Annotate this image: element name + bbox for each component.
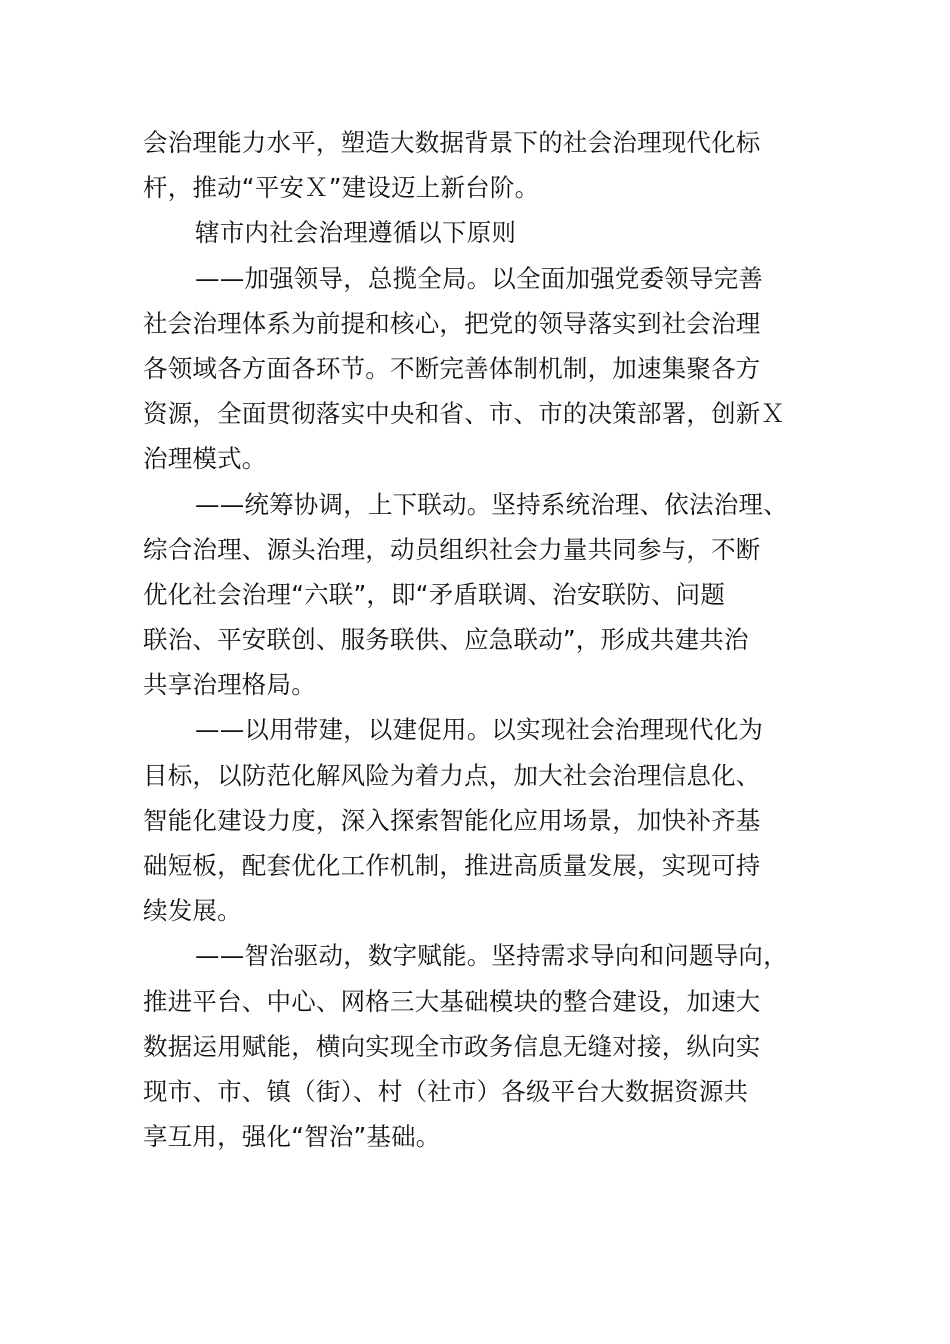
text-line: 础短板，配套优化工作机制，推进高质量发展，实现可持 [143, 851, 761, 880]
text-line: 治理模式。 [143, 444, 267, 474]
principle-1-first-line: ——加强领导，总揽全局。以全面加强党委领导完善 [195, 263, 764, 293]
text-line: 享互用，强化“智治”基础。 [143, 1122, 441, 1152]
principle-4-first-line: ——智治驱动，数字赋能。坚持需求导向和问题导向， [195, 941, 788, 971]
text-line: 各领域各方面各环节。不断完善体制机制，加速集聚各方 [143, 353, 761, 383]
text-line: 现市、市、镇（街）、村（社市）各级平台大数据资源共 [143, 1076, 749, 1106]
text-line: 杆，推动“平安Ｘ”建设迈上新台阶。 [143, 173, 540, 203]
text-line: 资源，全面贯彻落实中央和省、市、市的决策部署，创新Ｘ [143, 399, 786, 429]
text-line: 联治、平安联创、服务联供、应急联动”，形成共建共治 [143, 625, 749, 655]
principle-2-first-line: ——统筹协调，上下联动。坚持系统治理、依法治理、 [195, 489, 788, 519]
text-line: 会治理能力水平，塑造大数据背景下的社会治理现代化标 [143, 128, 761, 157]
paragraph-heading-line: 辖市内社会治理遵循以下原则 [195, 218, 517, 248]
text-line: 综合治理、源头治理，动员组织社会力量共同参与，不断 [143, 534, 761, 564]
text-line: 共享治理格局。 [143, 670, 316, 700]
document-body [143, 120, 807, 1159]
text-line: 续发展。 [143, 896, 242, 926]
text-line: 智能化建设力度，深入探索智能化应用场景，加快补齐基 [143, 805, 761, 835]
text-line: 优化社会治理“六联”，即“矛盾联调、治安联防、问题 [143, 579, 726, 609]
text-line: 推进平台、中心、网格三大基础模块的整合建设，加速大 [143, 986, 761, 1016]
text-line: 社会治理体系为前提和核心，把党的领导落实到社会治理 [143, 308, 761, 338]
text-line: 目标，以防范化解风险为着力点，加大社会治理信息化、 [143, 760, 761, 790]
principle-3-first-line: ——以用带建，以建促用。以实现社会治理现代化为 [195, 715, 764, 745]
text-line: 数据运用赋能，横向实现全市政务信息无缝对接，纵向实 [143, 1031, 761, 1061]
